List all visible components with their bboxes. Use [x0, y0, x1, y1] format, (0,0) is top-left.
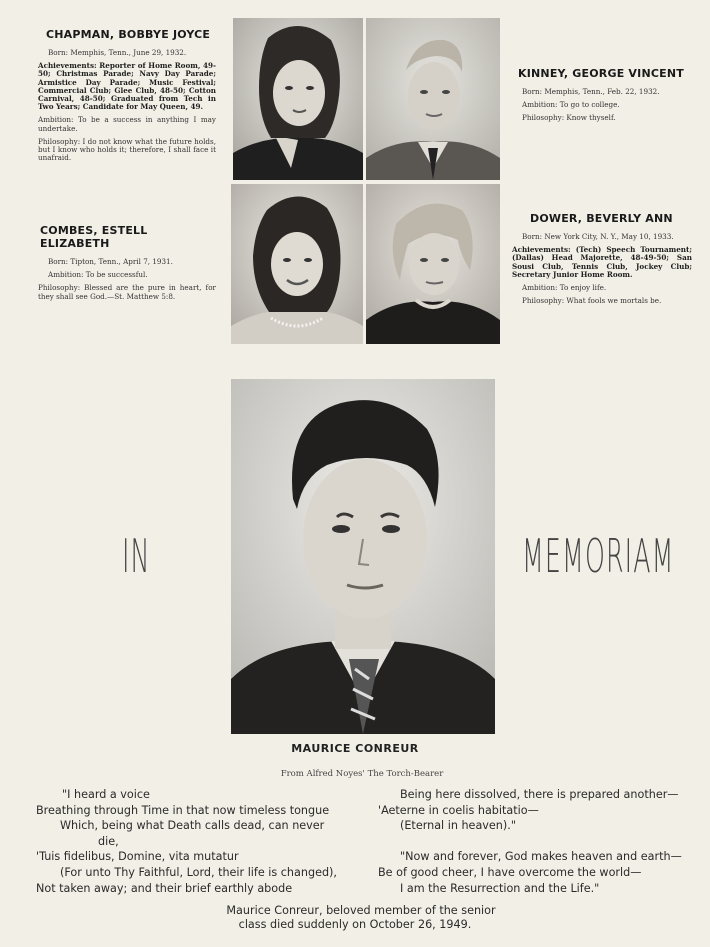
poem-left-column: [36, 787, 337, 896]
student-name: DOWER, BEVERLY ANN: [530, 212, 673, 225]
poem-line: Which, being what Death calls dead, can never: [60, 819, 325, 833]
student-philosophy: Philosophy: I do not know what the future holds, but I know who holds it; therefore, I shall face it unafraid.: [38, 136, 216, 163]
student-bio-kinney: [514, 67, 692, 128]
memoriam-word-memoriam: MEMORIAM: [522, 529, 675, 583]
poem-line: [378, 834, 682, 850]
student-name: CHAPMAN, BOBBYE JOYCE: [46, 28, 211, 41]
poem-line: (For unto Thy Faithful, Lord, their life is changed),: [60, 865, 337, 879]
poem-line: Breathing through Time in that now timeless tongue: [36, 803, 330, 817]
poem-line: 'Aeterne in coelis habitatio—: [378, 803, 539, 817]
poem-line: Not taken away; and their brief earthly abode: [36, 881, 293, 895]
student-ambition: Ambition: To be a success in anything I may undertake.: [38, 115, 216, 133]
student-bio-chapman: [38, 28, 216, 167]
memorial-portrait-photo: [231, 379, 495, 734]
poem-line: die,: [98, 834, 119, 848]
student-born: Born: Memphis, Tenn., Feb. 22, 1932.: [522, 87, 660, 96]
student-achievements: Achievements: Reporter of Home Room, 49-50; Christmas Parade; Navy Day Parade; Armistice Day Parade; Music Festival; Commercial Club; Glee Club, 48-50; Cotton Carnival, 48-50; Graduated from Tech in Two Years; Candidate for May Queen, 49.: [38, 61, 216, 112]
memoriam-word-in: IN: [122, 529, 151, 583]
student-philosophy: Philosophy: Blessed are the pure in heart, for they shall see God.—St. Matthew 5:8.: [38, 283, 216, 301]
student-bio-combes: [38, 224, 216, 306]
poem-line: Be of good cheer, I have overcome the world—: [378, 865, 642, 879]
poem-line: "Now and forever, God makes heaven and earth—: [400, 850, 682, 864]
poem-line: 'Tuis fidelibus, Domine, vita mutatur: [36, 850, 239, 864]
poem-source: From Alfred Noyes' The Torch-Bearer: [280, 769, 444, 779]
student-philosophy: Philosophy: Know thyself.: [522, 113, 616, 123]
poem-line: Being here dissolved, there is prepared another—: [400, 788, 679, 801]
student-ambition: Ambition: To go to college.: [522, 100, 620, 110]
portrait-photo-dower: [366, 184, 500, 344]
portrait-photo-chapman: [233, 18, 363, 180]
student-born: Born: Tipton, Tenn., April 7, 1931.: [48, 257, 173, 266]
student-ambition: Ambition: To enjoy life.: [522, 283, 607, 293]
portrait-photo-combes: [231, 184, 363, 344]
portrait-photo-kinney: [366, 18, 500, 180]
poem-line: (Eternal in heaven).": [400, 819, 516, 833]
student-name: COMBES, ESTELL ELIZABETH: [40, 224, 148, 250]
student-ambition: Ambition: To be successful.: [48, 270, 148, 280]
student-born: Born: Memphis, Tenn., June 29, 1932.: [48, 48, 187, 57]
poem-line: "I heard a voice: [62, 788, 150, 801]
student-name: KINNEY, GEORGE VINCENT: [518, 67, 684, 80]
poem-line: I am the Resurrection and the Life.": [400, 881, 600, 895]
student-philosophy: Philosophy: What fools we mortals be.: [522, 296, 662, 306]
footer-line: Maurice Conreur, beloved member of the senior: [226, 904, 496, 917]
footer-line: class died suddenly on October 26, 1949.: [238, 918, 472, 931]
student-bio-dower: [512, 212, 692, 310]
student-achievements: Achievements: (Tech) Speech Tournament; (Dallas) Head Majorette, 48-49-50; San Sousi Club, Tennis Club, Jockey Club; Secretary Junior Home Room.: [512, 245, 692, 279]
memorial-footer: [0, 904, 710, 932]
memorial-name: MAURICE CONREUR: [291, 742, 419, 755]
poem-right-column: [378, 787, 682, 896]
student-born: Born: New York City, N. Y., May 10, 1933.: [522, 232, 674, 241]
